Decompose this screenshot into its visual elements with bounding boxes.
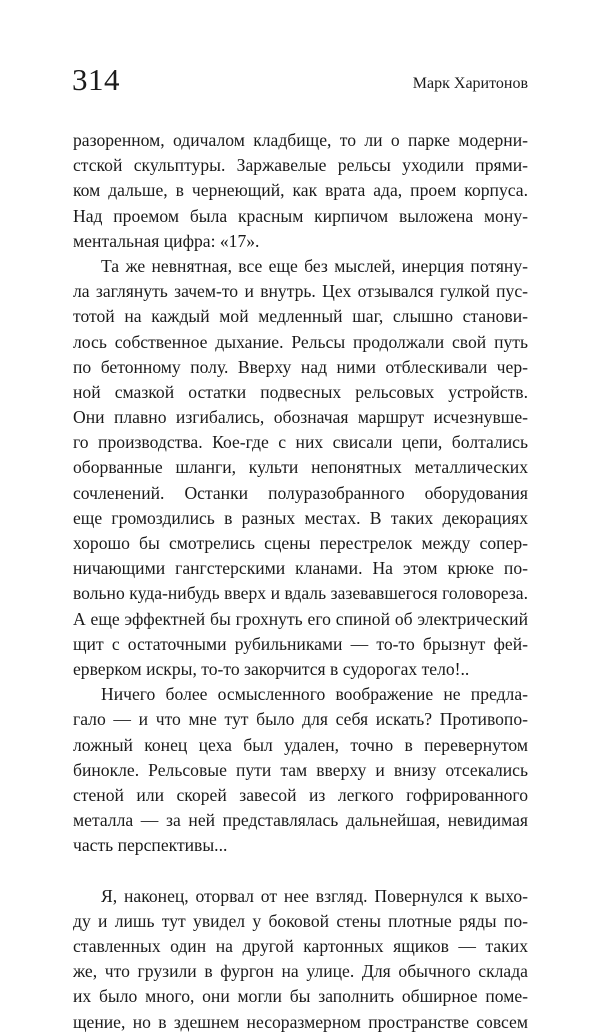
text-line: сочленений. Останки полуразобранного оборудования — [73, 482, 528, 503]
running-head-author: Марк Харитонов — [412, 75, 528, 92]
paragraph — [73, 884, 528, 1035]
paragraph — [73, 128, 528, 254]
text-line: стеной или скорей завесой из легкого гофрированного — [73, 784, 528, 805]
paragraph — [73, 682, 528, 858]
text-line: ком дальше, в чернеющий, как врата ада, проем корпуса. — [73, 180, 528, 201]
text-line: ложный конец цеха был удален, точно в перевернутом — [73, 734, 528, 755]
text-line: бинокле. Рельсовые пути там вверху и внизу отсекались — [73, 759, 528, 780]
text-line: ментальная цифра: «17». — [73, 230, 260, 251]
running-head — [72, 62, 528, 102]
text-line: лось собственное дыхание. Рельсы продолжали свой путь — [73, 331, 528, 352]
text-line: ной смазкой остатки подвесных рельсовых устройств. — [73, 381, 528, 402]
text-line: ла заглянуть зачем-то и внутрь. Цех отзывался гулкой пус- — [73, 281, 528, 302]
text-line: разоренном, одичалом кладбище, то ли о парке модерни- — [73, 130, 528, 150]
text-line: Я, наконец, оторвал от нее взгляд. Повернулся к выхо- — [101, 885, 528, 906]
text-line: металла — за ней представлялась дальнейшая, невидимая — [73, 810, 528, 831]
text-line: по бетонному полу. Вверху над ними отблескивали чер- — [73, 356, 528, 377]
text-line: часть перспективы... — [73, 835, 228, 856]
text-line: ничающими гангстерскими кланами. На этом крюке по- — [73, 558, 528, 579]
text-line: стской скульптуры. Заржавелые рельсы уходили прями- — [73, 155, 528, 176]
text-line: Ничего более осмысленного воображение не предла- — [101, 684, 528, 705]
text-line: ду и лишь тут увидел у боковой стены плотные ряды по- — [73, 910, 528, 931]
text-line: го производства. Кое-где с них свисали цепи, болтались — [73, 432, 528, 453]
text-line: щение, но в здешнем несоразмерном пространстве совсем — [73, 1011, 528, 1032]
text-line: оборванные шланги, культи непонятных металлических — [73, 457, 528, 478]
text-line: щит с остаточными рубильниками — то-то брызнут фей- — [73, 633, 528, 654]
text-line: еще громоздились в разных местах. В таких декорациях — [73, 507, 528, 528]
text-line: ставленных один на другой картонных ящиков — таких — [73, 936, 528, 956]
text-line: хорошо бы смотрелись сцены перестрелок между сопер- — [73, 533, 528, 553]
text-line: их было много, они могли бы заполнить обширное поме- — [73, 986, 528, 1007]
text-line: Над проемом была красным кирпичом выложена мону- — [73, 205, 528, 226]
section-break — [73, 858, 528, 883]
text-line: ерверком искры, то-то закорчится в судорогах тело!.. — [73, 658, 470, 679]
body-text — [73, 128, 528, 1035]
text-line: Та же невнятная, все еще без мыслей, инерция потяну- — [101, 255, 528, 276]
text-line: гало — и что мне тут было для себя искать? Противопо- — [73, 709, 528, 730]
page-number: 314 — [72, 62, 120, 97]
text-line: тотой на каждый мой медленный шаг, слышно станови- — [73, 306, 528, 327]
text-line: А еще эффектней бы грохнуть его спиной об электрический — [73, 608, 528, 629]
text-line: Они плавно изгибались, обозначая маршрут исчезнувше- — [73, 407, 528, 428]
text-line: вольно куда-нибудь вверх и вдаль зазевавшегося головореза. — [73, 583, 528, 604]
text-line: же, что грузили в фургон на улице. Для обычного склада — [73, 961, 528, 982]
paragraph — [73, 254, 528, 682]
